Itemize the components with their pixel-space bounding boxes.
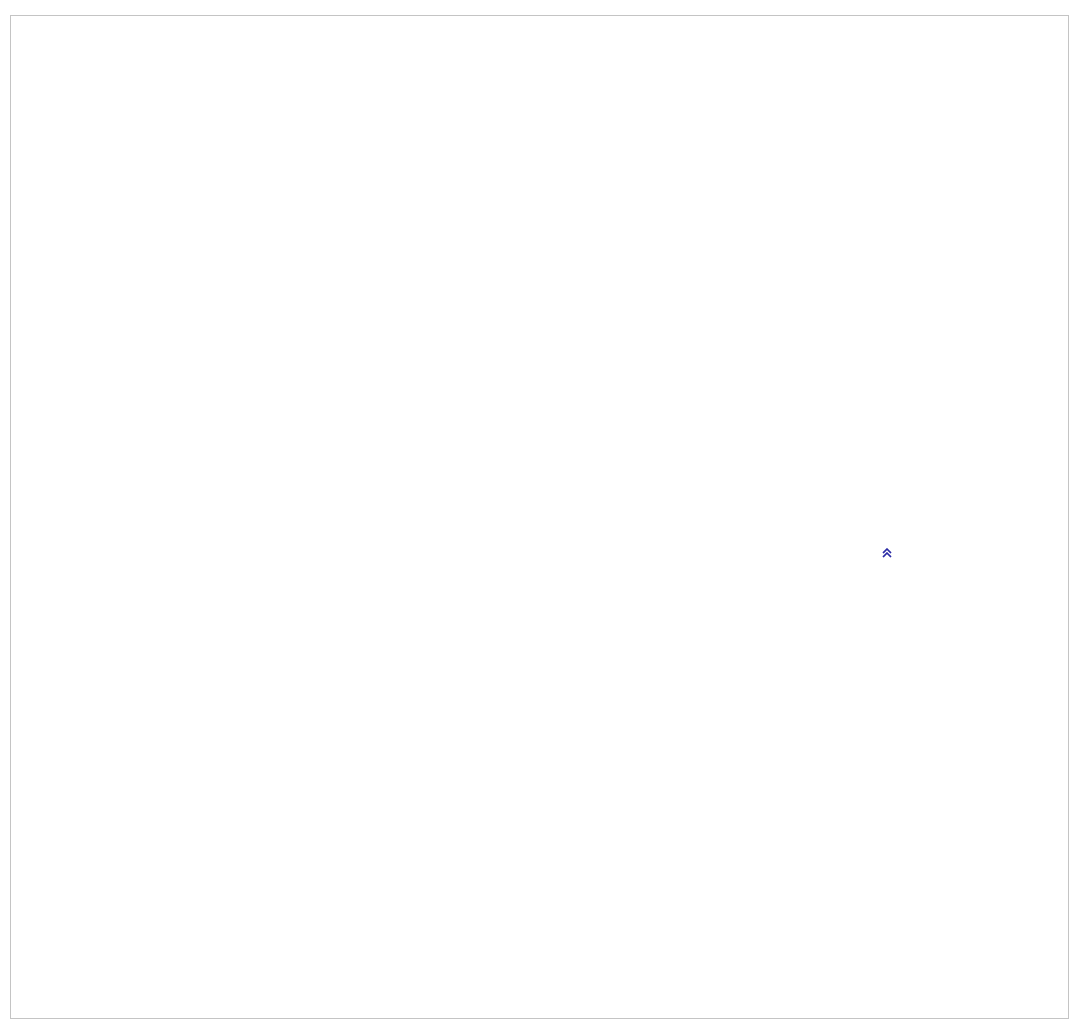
collapse-up-button[interactable]	[862, 546, 912, 564]
chevron-up-icon	[862, 546, 912, 564]
middle-bar	[12, 543, 1067, 585]
table-frame	[10, 15, 1069, 1019]
